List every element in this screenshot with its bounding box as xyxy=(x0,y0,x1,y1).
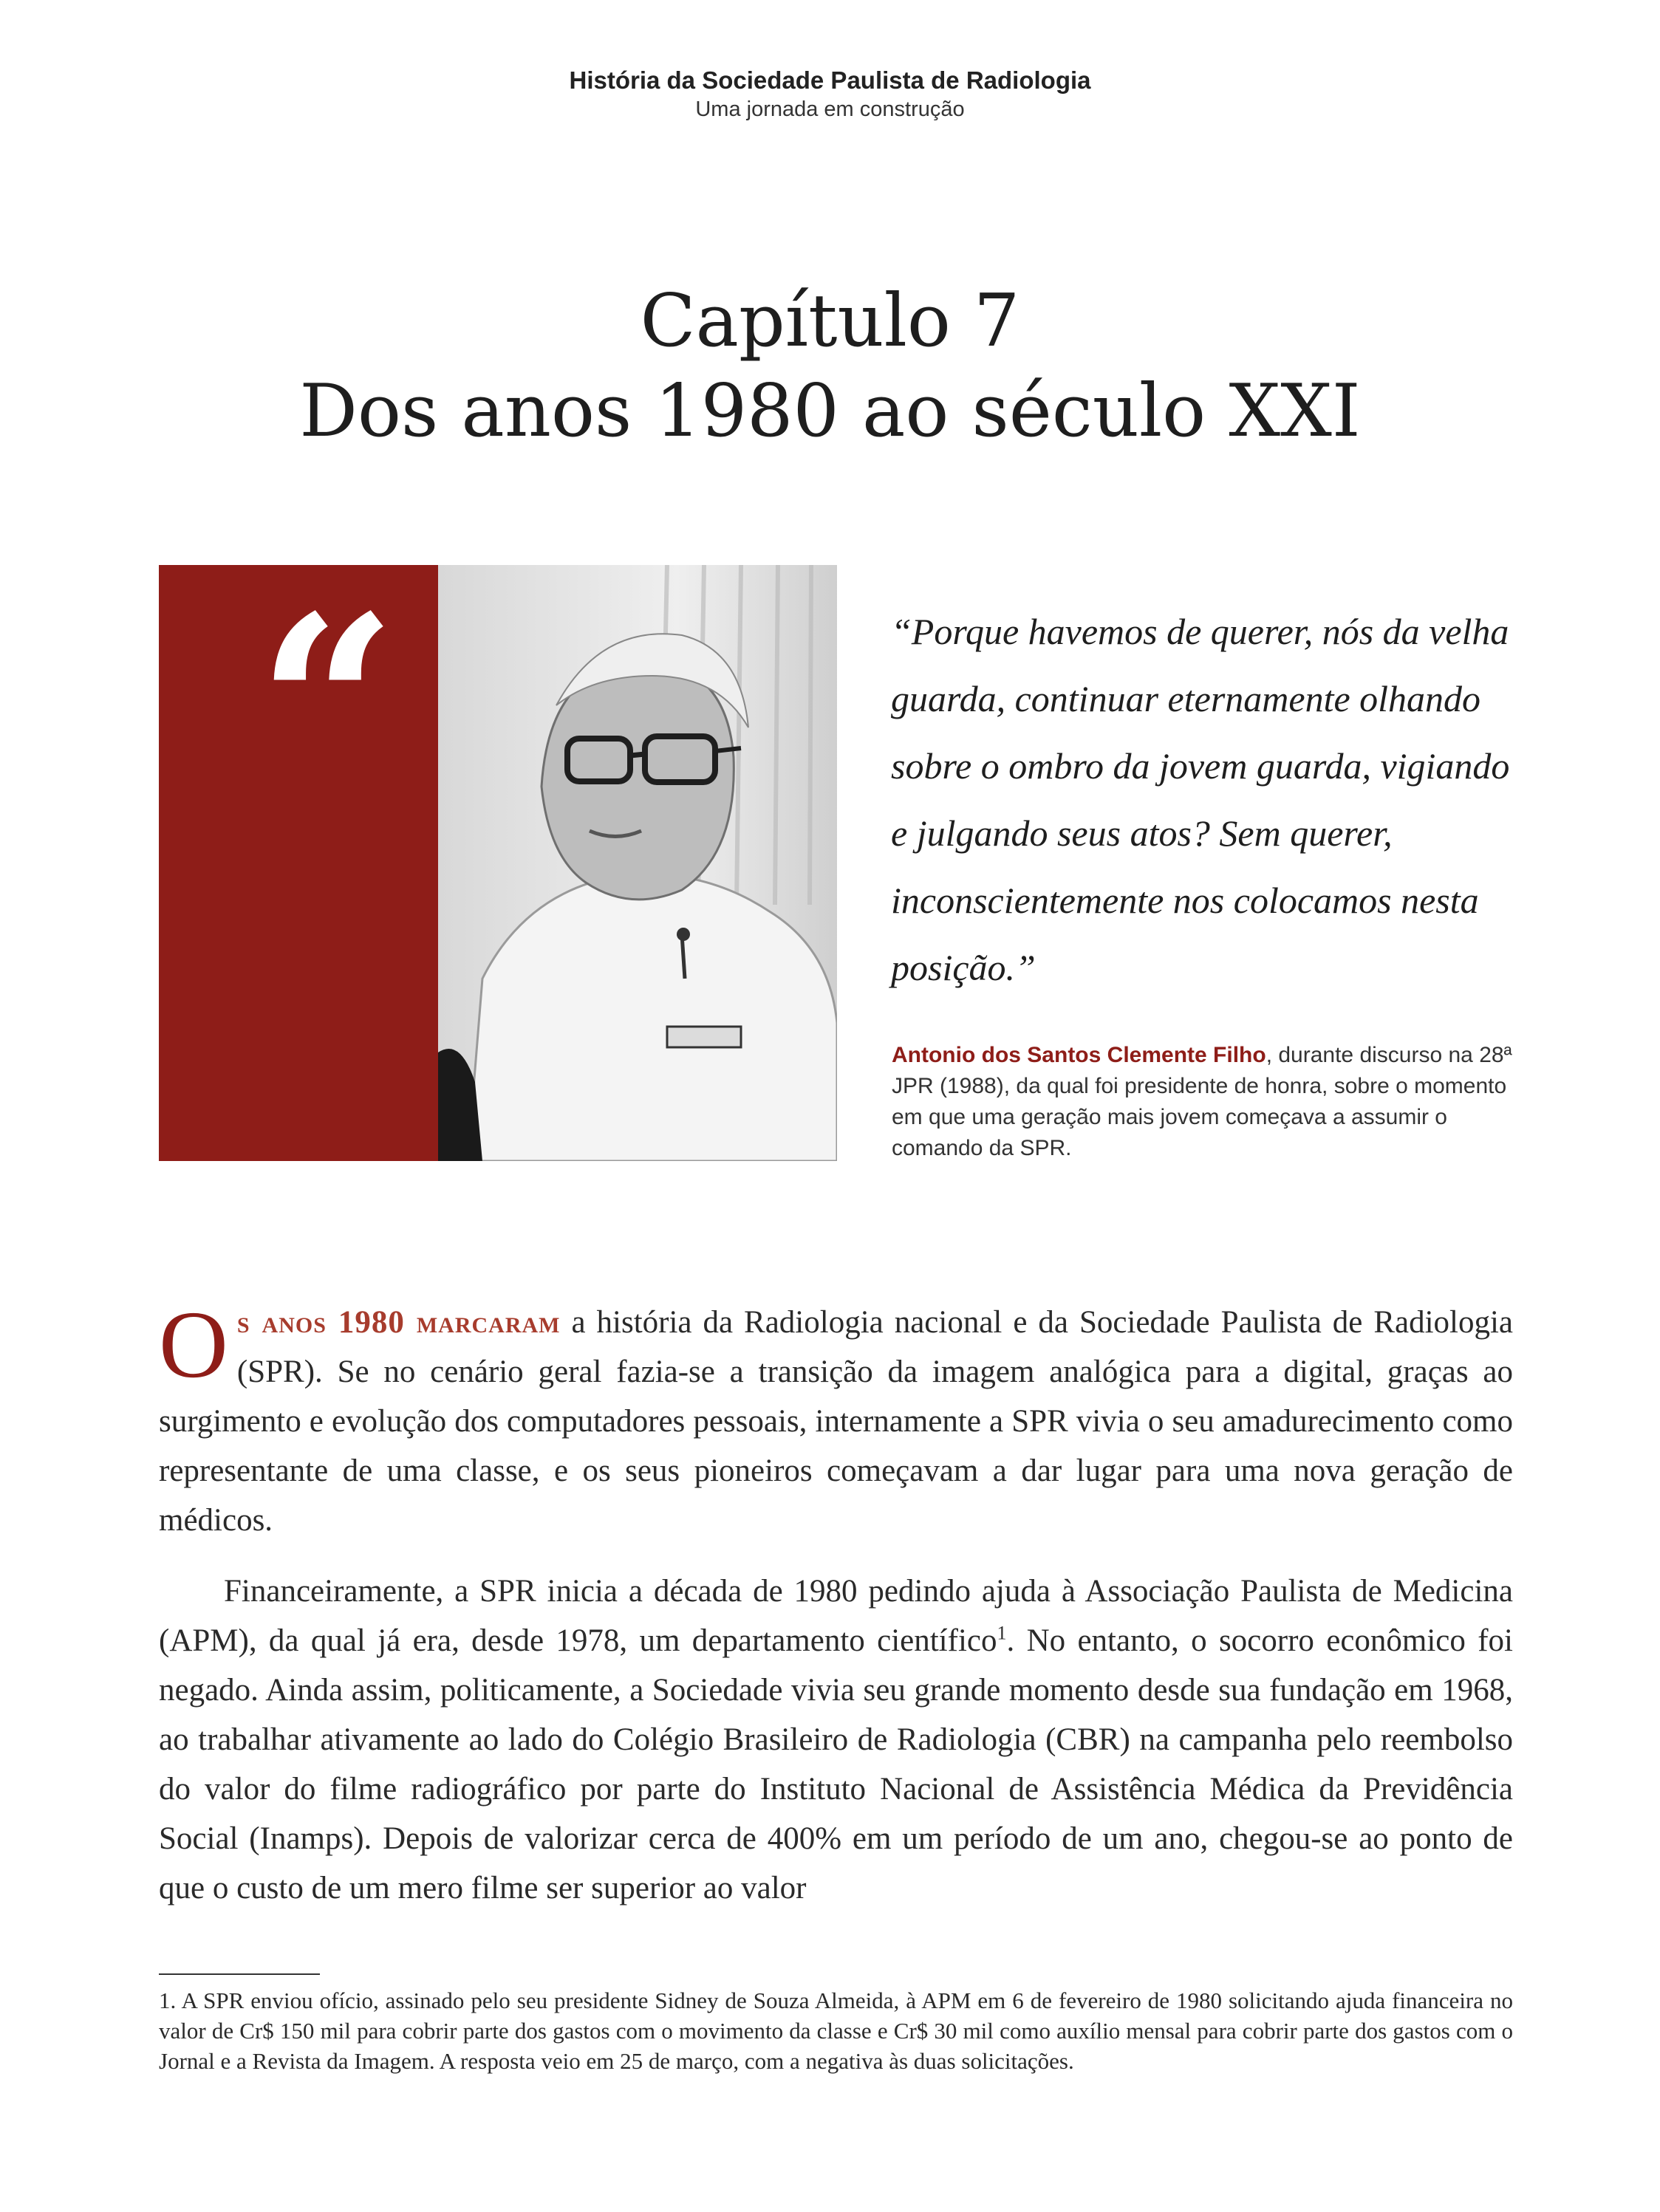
paragraph-2-text-after: . No entanto, o socorro econômico foi negado. Ainda assim, politicamente, a Sociedade vivia seu grande momento desde sua fundação em 1968, ao trabalhar ativamente ao lado do Colégio Brasileiro de Radiologia (CBR) na campanha pelo reembolso do valor do filme radiográfico por parte do Instituto Nacional de Assistência Médica da Previdência Social (Inamps). Depois de valorizar cerca de 400% em um período de um ano, chegou-se ao ponto de que o custo de um mero filme ser superior ao valor xyxy=(159,1623,1513,1905)
body-paragraph-2 xyxy=(159,1566,1513,1913)
running-header xyxy=(0,65,1660,123)
paragraph-2-text-before: Financeiramente, a SPR inicia a década de 1980 pedindo ajuda à Associação Paulista de Medicina (APM), da qual já era, desde 1978, um departamento científico xyxy=(159,1574,1513,1658)
footnote-1: 1. A SPR enviou ofício, assinado pelo seu presidente Sidney de Souza Almeida, à APM em 6 de fevereiro de 1980 solicitando ajuda financeira no valor de Cr$ 150 mil para cobrir parte dos gastos com o movimento da classe e Cr$ 30 mil como auxílio mensal para cobrir parte dos gastos com o Jornal e a Revista da Imagem. A resposta veio em 25 de março, com a negativa às duas solicitações. xyxy=(159,1987,1513,2074)
body-paragraph-1 xyxy=(159,1292,1514,1545)
chapter-number: Capítulo 7 xyxy=(640,279,1020,363)
chapter-heading xyxy=(0,277,1660,457)
footnote-reference[interactable]: 1 xyxy=(997,1622,1007,1644)
drop-cap: O xyxy=(159,1292,228,1398)
portrait-photo-drawing xyxy=(438,565,837,1161)
book-title: História da Sociedade Paulista de Radiologia xyxy=(569,66,1091,94)
quote-author: Antonio dos Santos Clemente Filho xyxy=(892,1043,1266,1067)
quote-mark-icon: “ xyxy=(257,562,397,849)
portrait-photo xyxy=(438,565,837,1161)
book-subtitle: Uma jornada em construção xyxy=(695,97,965,121)
epigraph-quote: “Porque havemos de querer, nós da velha guarda, continuar eternamente olhando sobre o ombro da jovem guarda, vigiando e julgando seus atos? Sem querer, inconscientemente nos colocamos nesta posição.” xyxy=(891,611,1510,988)
paragraph-1-text: a história da Radiologia nacional e da Sociedade Paulista de Radiologia (SPR). Se no cenário geral fazia-se a transição da imagem analógica para a digital, graças ao surgimento e evolução dos computadores pessoais, internamente a SPR vivia o seu amadurecimento como representante de uma classe, e os seus pioneiros começavam a dar lugar para uma nova geração de médicos. xyxy=(159,1305,1514,1538)
quote-context: , durante discurso na 28ª JPR (1988), da qual foi presidente de honra, sobre o momento em que uma geração mais jovem começava a assumir o comando da SPR. xyxy=(892,1043,1512,1160)
footnote-divider xyxy=(159,1973,320,1975)
quote-attribution xyxy=(892,1040,1520,1164)
lead-in: s anos 1980 marcaram xyxy=(236,1305,561,1340)
chapter-title: Dos anos 1980 ao século XXI xyxy=(299,369,1361,453)
